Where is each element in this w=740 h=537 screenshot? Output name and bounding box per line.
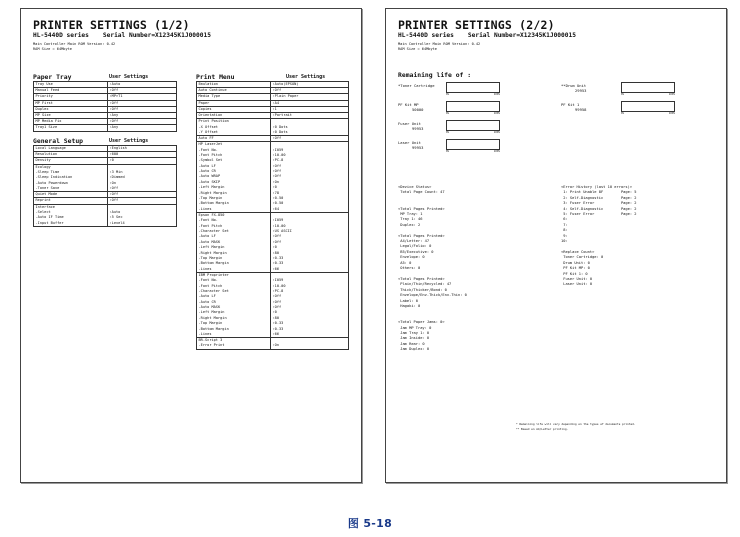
general-setup-table: [33, 145, 177, 227]
setting-value: :0.33: [272, 321, 284, 326]
setting-value: :Auto: [109, 82, 121, 86]
setting-key: Epson FX-850: [197, 212, 271, 218]
setting-value: :Auto: [109, 209, 121, 214]
setting-key: Reprint: [34, 198, 108, 204]
setting-key: -Font No.: [197, 147, 271, 152]
gauge-bar: [446, 82, 500, 93]
setting-value: :1: [271, 106, 349, 112]
setting-row: [34, 125, 177, 131]
setting-key: -Lines: [197, 207, 271, 213]
gauge-scale-max: 100%: [668, 93, 675, 96]
setting-key: -Toner Save: [34, 186, 108, 192]
setting-value: :MP>T1: [108, 94, 177, 100]
setting-value: :Plain Paper: [271, 94, 349, 100]
setting-key: -Auto CR: [197, 169, 271, 174]
setting-key: -Lines: [197, 267, 271, 273]
setting-value: :0.33: [272, 255, 284, 260]
setting-key: -Font Pitch: [197, 153, 271, 158]
page-title: PRINTER SETTINGS (2/2): [398, 18, 555, 32]
print-menu-head: User Settings: [286, 74, 326, 80]
gauge-scale-min: 0%: [446, 150, 450, 153]
gauge-count: 50000: [412, 107, 424, 112]
setting-value: :Any: [108, 113, 177, 119]
figure-caption: 图 5-18: [347, 517, 393, 530]
model-serial-line: [33, 32, 211, 39]
setting-key: -Sleep Time: [34, 170, 108, 175]
gauge-scale-min: 0%: [446, 131, 450, 134]
gauge-name: Fuser Unit: [398, 121, 421, 126]
setting-key: Media Type: [197, 94, 271, 100]
gauge-bar: [621, 82, 675, 93]
setting-value: :78: [272, 190, 279, 195]
setting-key: IBM Proprinter: [197, 272, 271, 278]
ram-size: RAM Size = 64Mbyte: [398, 47, 437, 51]
setting-value: :0: [272, 185, 277, 190]
gauge-scale-min: 0%: [446, 93, 450, 96]
gauge-scale-max: 100%: [668, 112, 675, 115]
setting-key: Emulation: [197, 82, 271, 88]
gauge-label: [398, 121, 423, 131]
setting-value: :80: [272, 315, 279, 320]
setting-value: :Off: [272, 234, 282, 239]
gauge-bar: [621, 101, 675, 112]
setting-key: -Font No.: [197, 278, 271, 283]
gauge-scale: [446, 93, 500, 97]
general-setup-title: General Setup: [33, 137, 84, 145]
setting-value: :A4: [271, 100, 349, 106]
setting-value: :Off: [108, 192, 177, 198]
setting-value: :0.50: [272, 201, 284, 206]
setting-value: :0: [272, 245, 277, 250]
settings-page-1: [20, 8, 362, 483]
gauge-scale-max: 100%: [493, 112, 500, 115]
gauge-bar: [446, 120, 500, 131]
setting-key: -Auto LF: [197, 234, 271, 239]
rom-version: Main Controller Main ROM Version: 0.42: [398, 42, 481, 46]
paper-tray-title: Paper Tray: [33, 73, 72, 81]
gauge-scale: [446, 131, 500, 135]
gauge-scale-max: 100%: [493, 93, 500, 96]
setting-key: -Sleep Indication: [34, 175, 108, 180]
setting-value: :English: [109, 146, 127, 150]
setting-key: MP First: [34, 100, 108, 106]
setting-key: -Auto SKIP: [197, 180, 271, 185]
setting-value: :80: [272, 250, 279, 255]
setting-value: :0.50: [272, 196, 284, 201]
footnote-based-on: ** Based on A4/Letter printing.: [516, 427, 569, 431]
setting-key: -Character Set: [197, 289, 271, 294]
setting-value: :Dimmed: [109, 175, 125, 180]
gauge-name: *Toner Cartridge: [398, 83, 435, 88]
gauge-name: PF Kit MP: [398, 102, 419, 107]
setting-key: Resolution: [34, 152, 108, 158]
setting-value: :Off: [272, 239, 282, 244]
setting-key: -Auto Powerdown: [34, 181, 108, 186]
paper-tray-head: User Settings: [109, 74, 149, 80]
setting-value: :Off: [272, 305, 282, 310]
settings-page-2: [385, 8, 727, 483]
model-name: HL-5440D series: [33, 32, 89, 39]
setting-value: :5 Sec: [109, 215, 123, 220]
gauge-label: [561, 102, 586, 112]
setting-key: Quiet Mode: [34, 192, 108, 198]
setting-value: :PC-8: [272, 288, 284, 293]
setting-key: -Right Margin: [197, 250, 271, 255]
rom-version: Main Controller Main ROM Version: 0.42: [33, 42, 116, 46]
setting-key: -Auto LF: [197, 164, 271, 169]
setting-key: Local Language: [34, 146, 108, 152]
model-name: HL-5440D series: [398, 32, 454, 39]
setting-value: :Off: [108, 88, 177, 94]
gauge-scale-min: 0%: [446, 112, 450, 115]
setting-value: :Off: [108, 119, 177, 125]
setting-key: -Bottom Margin: [197, 327, 271, 332]
setting-value: :10.00: [272, 152, 286, 157]
setting-key: MP Size: [34, 113, 108, 119]
setting-value: :I059: [272, 218, 284, 223]
setting-key: -Auto MASK: [197, 305, 271, 310]
setting-key: -Right Margin: [197, 191, 271, 196]
setting-key: -Input Buffer: [34, 221, 108, 227]
setting-key: -Bottom Margin: [197, 261, 271, 266]
setting-key: MP Media Fix: [34, 119, 108, 125]
setting-key: Auto FF: [197, 136, 271, 142]
setting-key: Duplex: [34, 106, 108, 112]
setting-key: -Left Margin: [197, 245, 271, 250]
setting-key: -Auto IF Time: [34, 215, 108, 220]
gauge-count: 99953: [412, 145, 424, 150]
setting-value: :Off: [108, 198, 177, 204]
setting-key: Auto Continue: [197, 88, 271, 94]
setting-key: -Top Margin: [197, 321, 271, 326]
setting-key: -Top Margin: [197, 196, 271, 201]
setting-value: :Off: [271, 88, 349, 94]
setting-value: :0.33: [272, 326, 284, 331]
setting-key: -Font No.: [197, 218, 271, 223]
setting-key: Paper: [197, 100, 271, 106]
setting-key: -Select: [34, 210, 108, 215]
setting-key: -Lines: [197, 332, 271, 338]
setting-value: :Off: [109, 185, 119, 190]
setting-key: Ecology: [34, 164, 108, 170]
model-serial-line: [398, 32, 576, 39]
setting-key: HP LaserJet: [197, 142, 271, 148]
setting-key: BR-Script 3: [197, 338, 271, 344]
setting-value: :66: [272, 266, 279, 271]
setting-value: :Portrait: [271, 113, 349, 119]
setting-key: Print Position: [197, 119, 271, 125]
gauge-scale: [621, 112, 675, 116]
setting-key: -Symbol Set: [197, 158, 271, 163]
error-history-block: <Error History (last 10 errors)> 1: Print Unable 8F Page: 5 2: Self-Diagnostic Page: 2 3: Fuser Error Page: 2 4: Self-Diagnostic Page: 2 5: Fuser Error Page: 2 6: 7: 8: 9: 10: <Replace Count> Toner Cartridge: 0 Drum Unit: 0 PF Kit MP: 0 PF Kit 1: 0 Fuser Unit: 0 Laser Unit: 0: [561, 185, 637, 287]
setting-key: -Auto CR: [197, 300, 271, 305]
setting-value: :On: [109, 180, 116, 185]
setting-key: -Font Pitch: [197, 224, 271, 229]
gauge-name: PF Kit 1: [561, 102, 580, 107]
setting-value: :Off: [108, 100, 177, 106]
gauge-label: [561, 83, 586, 93]
setting-key: -Left Margin: [197, 310, 271, 315]
setting-key: -Top Margin: [197, 256, 271, 261]
gauge-name: **Drum Unit: [561, 83, 587, 88]
gauge-count: 99953: [412, 126, 424, 131]
page-title: PRINTER SETTINGS (1/2): [33, 18, 190, 32]
setting-key: -Left Margin: [197, 185, 271, 190]
setting-key: Orientation: [197, 113, 271, 119]
gauge-label: [398, 140, 423, 150]
setting-key: -Character Set: [197, 229, 271, 234]
setting-value: :Off: [108, 106, 177, 112]
setting-value: :0: [272, 310, 277, 315]
gauge-label: [398, 83, 435, 88]
gauge-scale: [446, 150, 500, 154]
gauge-label: [398, 102, 423, 112]
setting-key: Priority: [34, 94, 108, 100]
gauge-scale: [621, 93, 675, 97]
ram-size: RAM Size = 64Mbyte: [33, 47, 72, 51]
setting-value: :0 Dots: [272, 129, 288, 134]
setting-key: -Right Margin: [197, 316, 271, 321]
setting-value: :Any: [108, 125, 177, 131]
setting-key: Density: [34, 158, 108, 164]
setting-key: -Auto LF: [197, 294, 271, 299]
setting-value: :On: [272, 343, 279, 348]
setting-key: -X Offset: [197, 124, 271, 129]
remaining-life-title: Remaining life of :: [398, 71, 472, 79]
gauge-bar: [446, 101, 500, 112]
setting-value: :PC-8: [272, 158, 284, 163]
gauge-name: Laser Unit: [398, 140, 421, 145]
setting-value: :3 Min: [109, 169, 123, 174]
setting-key: -Y Offset: [197, 130, 271, 136]
setting-value: :0 Dots: [272, 124, 288, 129]
gauge-bar: [446, 139, 500, 150]
setting-key: -Font Pitch: [197, 283, 271, 288]
setting-value: :66: [272, 331, 279, 336]
serial-number: Serial Number=X12345K1J000015: [102, 32, 211, 39]
setting-value: :64: [272, 206, 279, 211]
setting-row: [197, 343, 349, 349]
setting-value: :10.00: [272, 223, 286, 228]
setting-value: :Off: [272, 294, 282, 299]
setting-value: :600: [108, 152, 177, 158]
footnote-remaining-life: * Remaining life will vary depending on the types of documents printed.: [516, 422, 636, 426]
setting-value: :Level4: [109, 220, 125, 225]
setting-key: -Error Print: [197, 343, 271, 349]
setting-value: :Off: [272, 163, 282, 168]
setting-value: :Auto(EPSON): [272, 82, 299, 86]
setting-key: Tray Use: [34, 82, 108, 88]
setting-key: Interface: [34, 204, 108, 210]
setting-key: Copies: [197, 106, 271, 112]
gauge-count: 29953: [575, 88, 587, 93]
setting-value: :0: [108, 158, 177, 164]
gauge-scale-max: 100%: [493, 150, 500, 153]
setting-value: :10.00: [272, 283, 286, 288]
setting-row: [34, 221, 177, 227]
setting-value: :0.33: [272, 261, 284, 266]
print-menu-title: Print Menu: [196, 73, 235, 81]
setting-value: :US ASCII: [272, 229, 292, 233]
setting-value: :Off: [272, 174, 282, 179]
gauge-scale-min: 0%: [621, 112, 625, 115]
setting-value: :On: [272, 179, 279, 184]
setting-key: -Auto WRAP: [197, 174, 271, 179]
serial-number: Serial Number=X12345K1J000015: [467, 32, 576, 39]
gauge-scale: [446, 112, 500, 116]
setting-value: :I059: [272, 278, 284, 283]
gauge-count: 99958: [575, 107, 587, 112]
setting-key: -Bottom Margin: [197, 201, 271, 206]
setting-value: :Off: [272, 299, 282, 304]
gauge-scale-min: 0%: [621, 93, 625, 96]
general-setup-head: User Settings: [109, 138, 149, 144]
setting-key: Tray1 Size: [34, 125, 108, 131]
paper-tray-table: [33, 81, 177, 132]
gauge-scale-max: 100%: [493, 131, 500, 134]
setting-key: Manual Feed: [34, 88, 108, 94]
setting-value: :Off: [272, 169, 282, 174]
device-status-block: <Device Status> Total Page Count: 47 <Total Pages Printed> MP Tray: 1 Tray 1: 46 Duplex: 2 <Total Pages Printed> A4/Letter: 47 Legal/Folio: 0 B5/Executive: 0 Envelope: 0 A5: 0 Others: 0 <Total Pages Printed> Plain/Thin/Recycled: 47 Thick/Thicker/Bond: 0 Envelope/Env.Thick/Env.Thin: 0 Label: 0 Hagaki: 0 <Total Paper Jams: 0> Jam MP Tray: 0 Jam Tray 1: 0 Jam Inside: 0 Jam Rear: 0 Jam Duplex: 0: [398, 185, 467, 352]
setting-value: :I059: [272, 147, 284, 152]
setting-key: -Auto MASK: [197, 240, 271, 245]
setting-value: :Off: [271, 136, 349, 142]
print-menu-table: [196, 81, 349, 350]
